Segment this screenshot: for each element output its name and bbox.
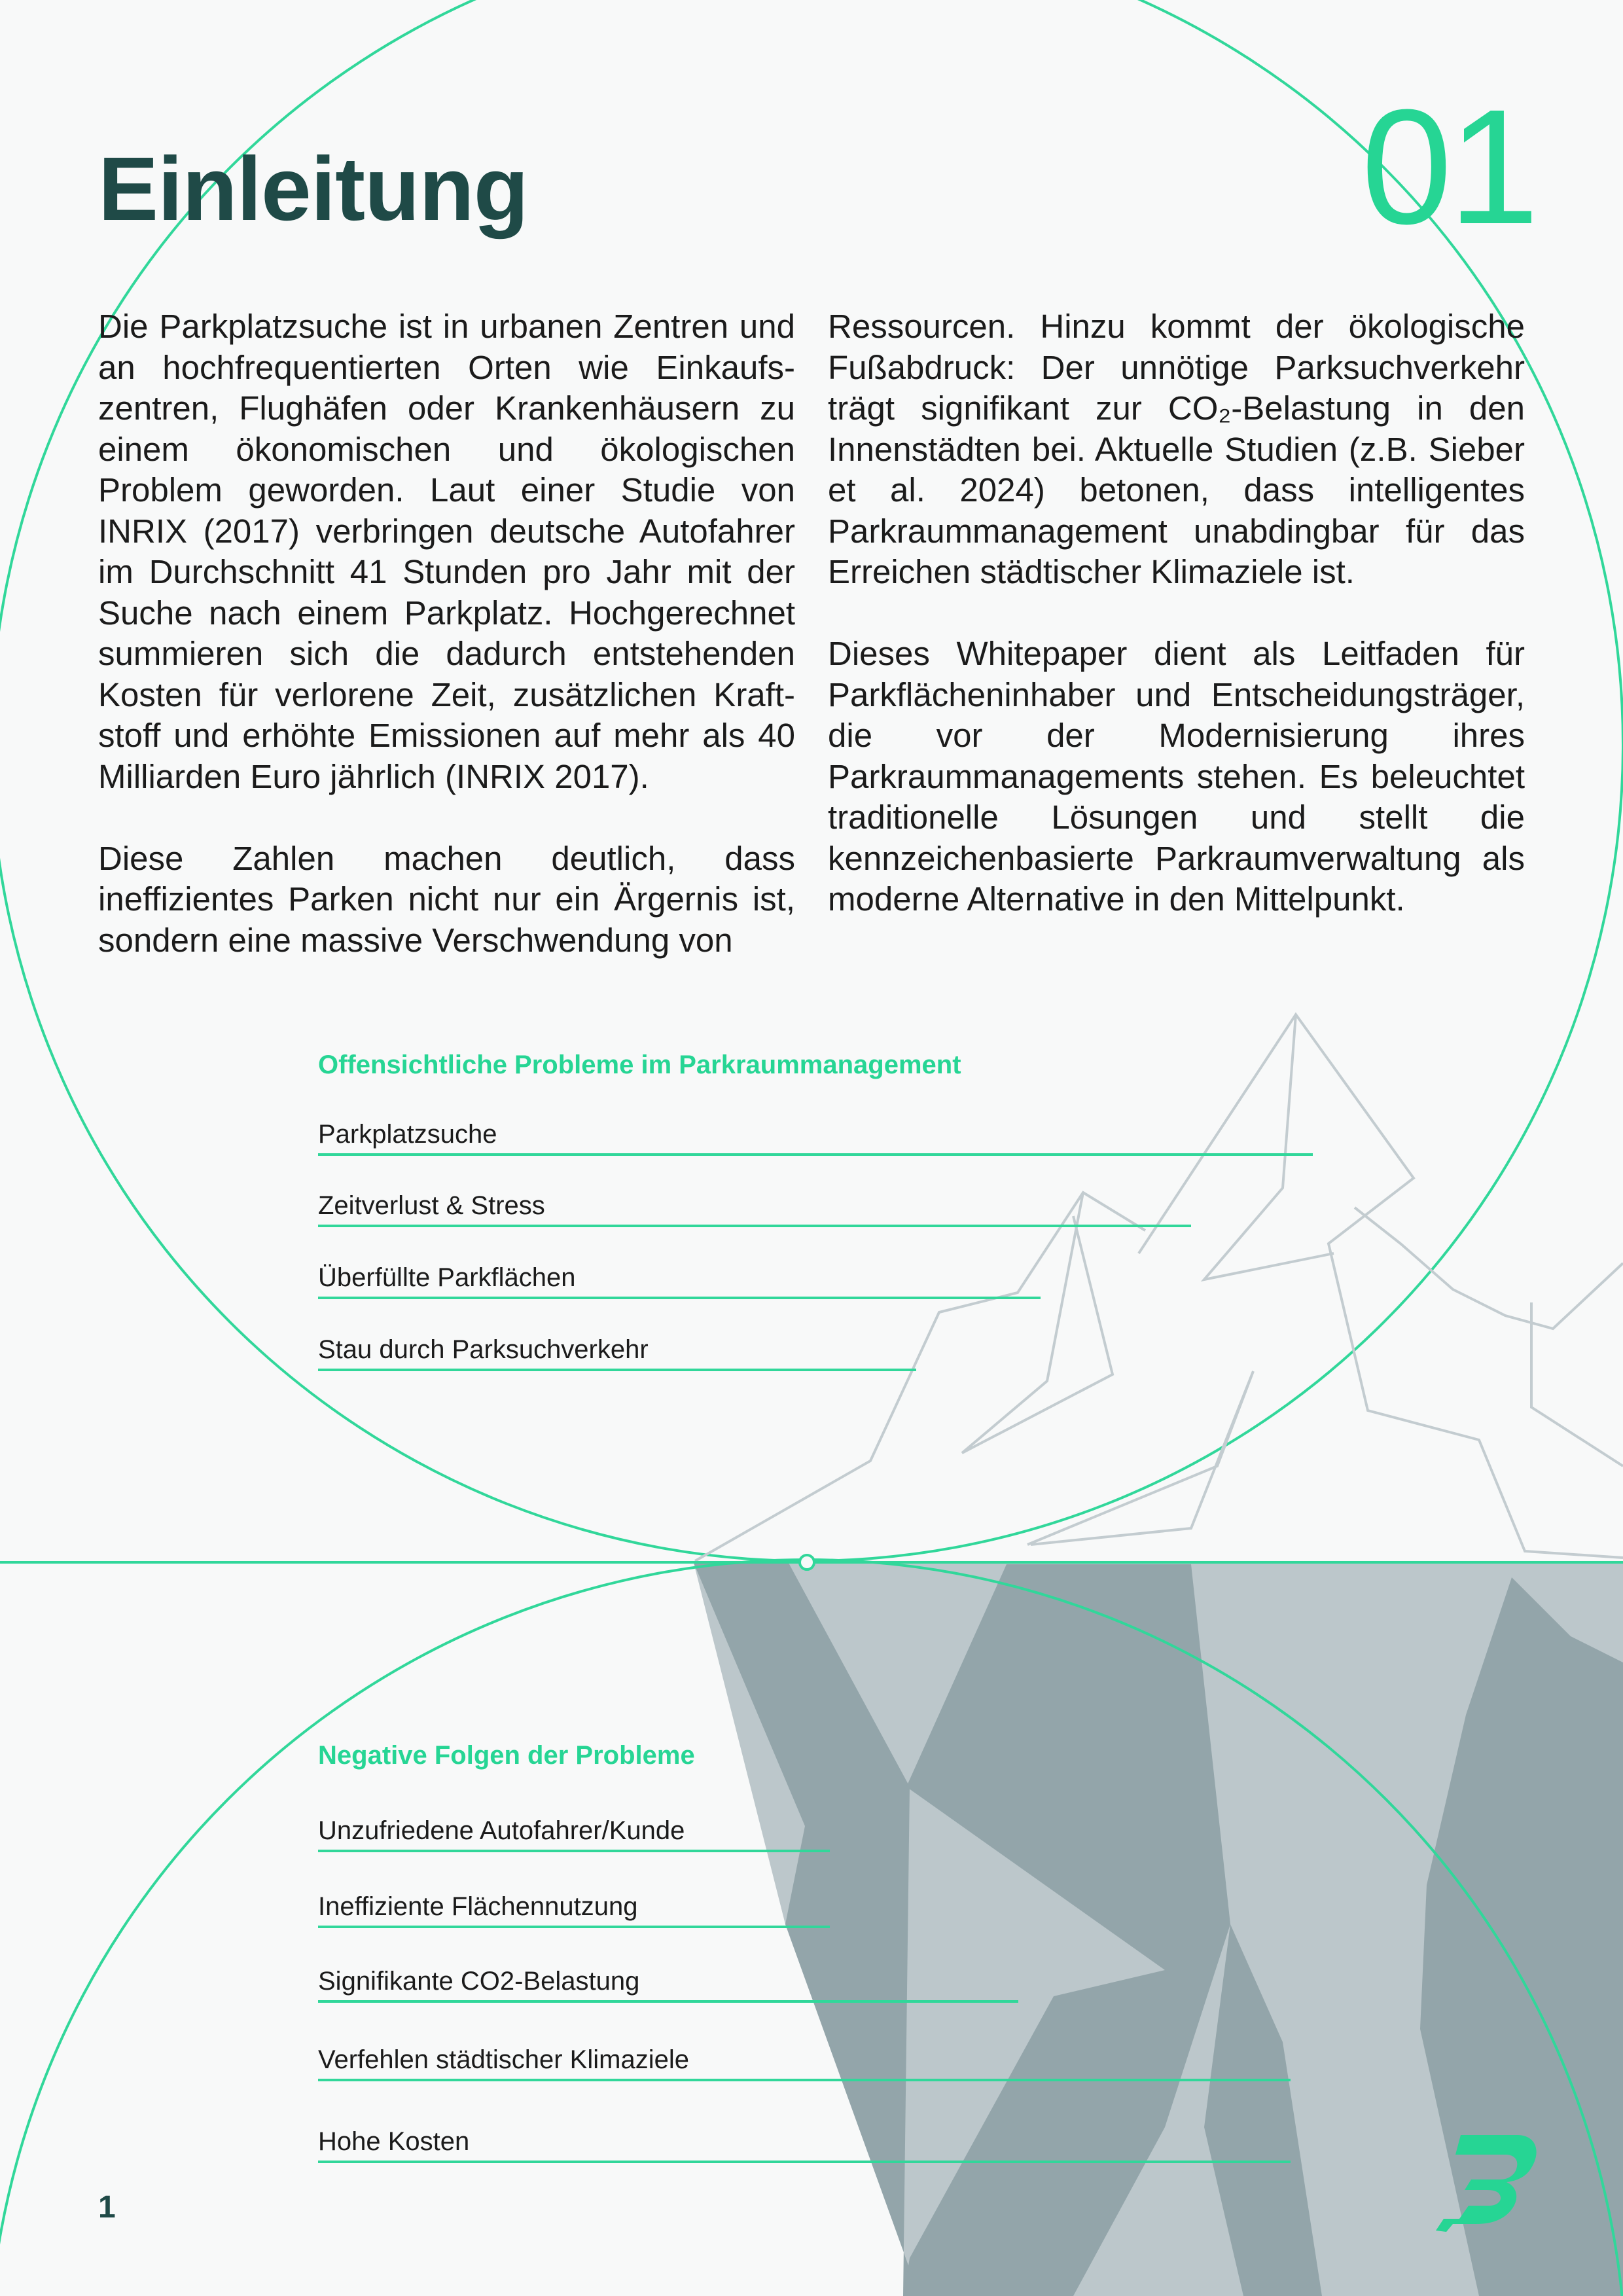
visible-problem-label: Zeitverlust & Stress [318,1191,545,1220]
visible-problem-label: Parkplatzsuche [318,1120,497,1149]
intro-paragraph: Ressourcen. Hinzu kommt der ökologische Fußabdruck: Der unnötige Parksuchverkehr trägt signifikant zur CO₂-Belastung in den Innenstädten bei. Aktuelle Studien (z.B. Sieber et al. 2024) betonen, dass intelligentes Parkraummanagement unabdingbar für das Erreichen städtischer Klimaziele ist. [828,308,1525,590]
visible-problem-item [318,1260,1041,1299]
intro-column-left [98,306,795,1002]
consequence-label: Verfehlen städtischer Klimaziele [318,2045,689,2074]
water-line-marker [800,1555,814,1570]
visible-problem-label: Stau durch Parksuchverkehr [318,1335,649,1364]
consequence-item [318,2042,1291,2081]
visible-problems-heading: Offensichtliche Probleme im Parkraummanagement [318,1050,961,1079]
iceberg-tip-outline [962,1193,1113,1453]
consequence-item [318,2124,1291,2163]
visible-problem-item [318,1332,916,1371]
page-number: 1 [98,2190,116,2225]
brand-logo-icon [1427,2127,1541,2232]
consequence-label: Unzufriedene Autofahrer/Kunde [318,1816,685,1845]
intro-paragraph: Diese Zahlen machen deutlich, dass ineffizientes Parken nicht nur ein Ärgernis ist, sondern eine massive Verschwendung von [98,839,795,959]
intro-paragraph: Dieses Whitepaper dient als Leitfaden für Parkflächeninhaber und Entscheidungsträger, die vor der Modernisierung ihres Parkraummanagements stehen. Es beleuchtet traditionelle Lösungen und stellt die kennzeichenbasierte Parkraumverwaltung als moderne Alternative in den Mittelpunkt. [828,635,1525,918]
iceberg-tip-outline [695,1193,1145,1561]
consequence-item [318,1964,1018,2003]
intro-paragraph: Die Parkplatzsuche ist in urbanen Zentren und an hochfrequentierten Orten wie Einkaufszentren, Flughäfen oder Krankenhäusern zu einem ökonomischen und ökologischen Problem geworden. Laut einer Studie von INRIX (2017) verbringen deutsche Autofahrer im Durchschnitt 41 Stunden pro Jahr mit der Suche nach einem Parkplatz. Hochgerechnet summieren sich die dadurch entstehenden Kosten für verlorene Zeit, zusätzlichen Kraftstoff und erhöhte Emissionen auf mehr als 40 Milliarden Euro jährlich (INRIX 2017). [98,308,795,795]
visible-problem-item [318,1117,1313,1156]
intro-column-right [828,306,1525,961]
consequence-label: Signifikante CO2-Belastung [318,1967,640,1996]
consequence-item [318,1813,830,1852]
consequence-item [318,1889,830,1928]
iceberg-ridge-outline [1027,1371,1253,1545]
consequence-label: Hohe Kosten [318,2127,470,2156]
page-title: Einleitung [98,139,528,240]
chapter-number: 01 [1361,75,1535,258]
consequence-label: Ineffiziente Flächennutzung [318,1892,638,1921]
visible-problem-label: Überfüllte Parkflächen [318,1263,576,1292]
visible-problem-item [318,1188,1191,1227]
hidden-consequences-heading: Negative Folgen der Probleme [318,1741,695,1770]
